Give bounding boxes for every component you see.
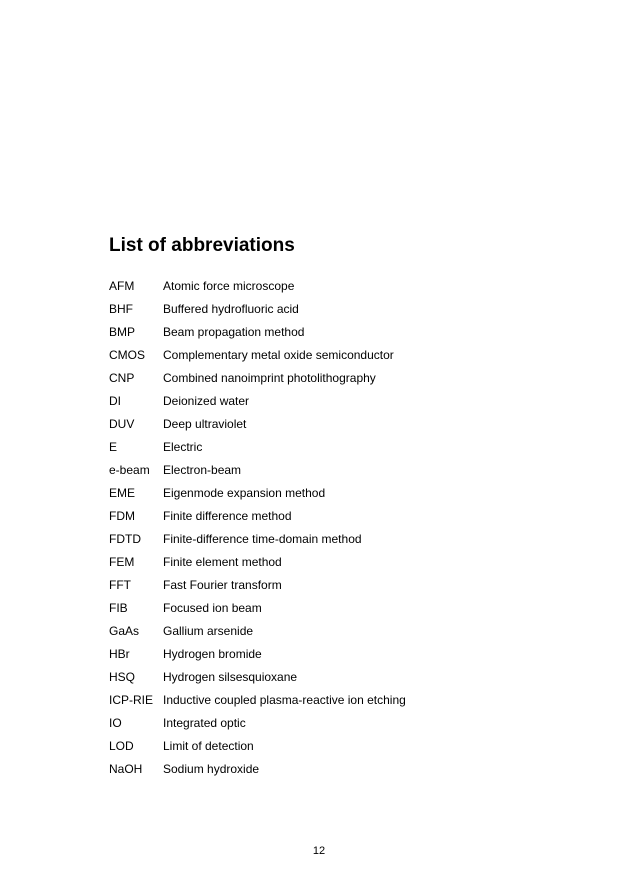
abbreviation-term: BMP xyxy=(109,325,136,339)
abbreviation-term: FDTD xyxy=(109,532,141,546)
abbreviation-definition: Atomic force microscope xyxy=(163,279,295,293)
abbreviation-definition: Combined nanoimprint photolithography xyxy=(163,371,376,385)
abbreviation-term: FDM xyxy=(109,509,135,523)
abbreviation-term: DUV xyxy=(109,417,135,431)
abbreviation-term: IO xyxy=(109,716,122,730)
abbreviation-definition: Limit of detection xyxy=(163,739,254,753)
abbreviation-definition: Integrated optic xyxy=(163,716,246,730)
abbreviation-definition: Inductive coupled plasma-reactive ion etching xyxy=(163,693,406,707)
page-title: List of abbreviations xyxy=(109,235,295,256)
page-number: 12 xyxy=(312,845,326,857)
abbreviation-definition: Finite element method xyxy=(163,555,282,569)
abbreviation-definition: Buffered hydrofluoric acid xyxy=(163,302,299,316)
abbreviation-term: FIB xyxy=(109,601,128,615)
abbreviation-term: FEM xyxy=(109,555,135,569)
abbreviation-term: HSQ xyxy=(109,670,136,684)
abbreviation-definition: Gallium arsenide xyxy=(163,624,254,638)
abbreviation-term: E xyxy=(109,440,118,454)
abbreviation-term: e-beam xyxy=(109,463,150,477)
abbreviation-definition: Electric xyxy=(163,440,203,454)
abbreviation-term: DI xyxy=(109,394,121,408)
abbreviation-definition: Complementary metal oxide semiconductor xyxy=(163,348,394,362)
abbreviation-term: AFM xyxy=(109,279,135,293)
abbreviation-definition: Eigenmode expansion method xyxy=(163,486,326,500)
abbreviation-definition: Hydrogen bromide xyxy=(163,647,262,661)
abbreviation-definition: Hydrogen silsesquioxane xyxy=(163,670,298,684)
abbreviation-definition: Beam propagation method xyxy=(163,325,305,339)
abbreviation-term: ICP-RIE xyxy=(109,693,154,707)
abbreviation-term: FFT xyxy=(109,578,131,592)
abbreviation-definition: Sodium hydroxide xyxy=(163,762,260,776)
abbreviation-term: CNP xyxy=(109,371,135,385)
abbreviation-term: LOD xyxy=(109,739,134,753)
abbreviation-definition: Deep ultraviolet xyxy=(163,417,247,431)
abbreviation-definition: Fast Fourier transform xyxy=(163,578,282,592)
abbreviation-definition: Focused ion beam xyxy=(163,601,262,615)
abbreviation-definition: Finite difference method xyxy=(163,509,292,523)
abbreviation-term: NaOH xyxy=(109,762,143,776)
abbreviation-term: GaAs xyxy=(109,624,140,638)
abbreviation-definition: Electron-beam xyxy=(163,463,242,477)
abbreviation-definition: Finite-difference time-domain method xyxy=(163,532,362,546)
abbreviation-term: EME xyxy=(109,486,136,500)
abbreviation-term: BHF xyxy=(109,302,133,316)
abbreviation-term: HBr xyxy=(109,647,130,661)
abbreviation-definition: Deionized water xyxy=(163,394,250,408)
abbreviation-term: CMOS xyxy=(109,348,145,362)
